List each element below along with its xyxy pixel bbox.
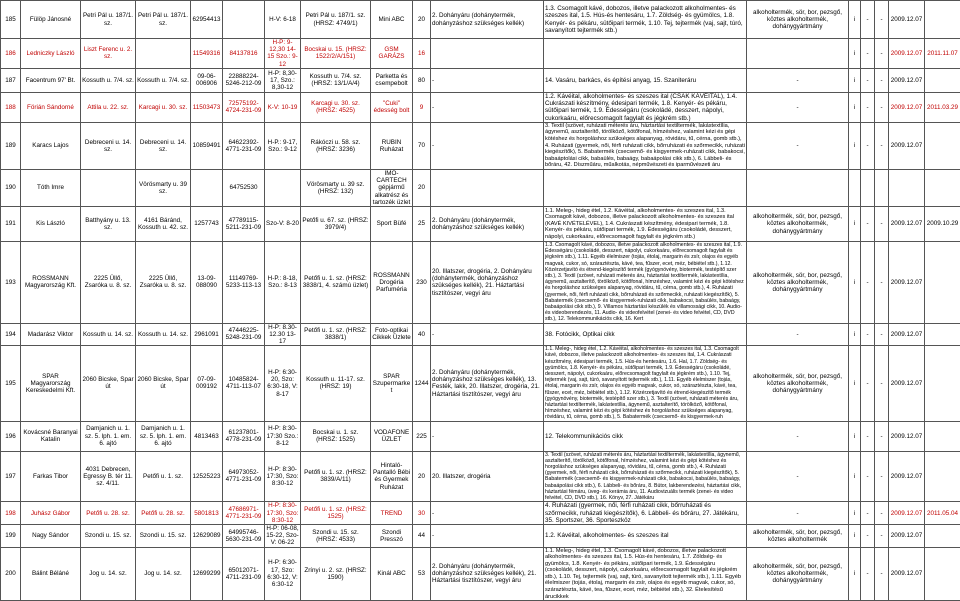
shop-location: Bocskai u. 1. sz. (HRSZ: 1525) [301,421,371,451]
shop-name: VODAFONE ÜZLET [371,421,413,451]
operator-address [81,169,136,206]
goods-list: 38. Fotócikk, Optikai cikk [544,323,747,346]
registration-date: 2009.12.07 [889,1,925,39]
flag-dash-2: - [875,39,889,69]
flag-dash-1: - [861,346,875,421]
flag-dash-1: - [861,451,875,502]
shop-location: Szondi u. 15. sz. (HRSZ: 4533) [301,524,371,547]
table-row [1,502,960,525]
operator-name: Juhász Gábor [21,502,81,525]
registration-number: 1257743 [191,206,223,241]
opening-hours: H-P: 9-12,30 14-15 Szo.: 9-12 [265,39,301,69]
flag-dash-2: - [875,241,889,323]
flag-dash-1 [861,169,875,206]
registration-number: 62954413 [191,1,223,39]
flag-i: i [849,502,861,525]
table-row [1,169,960,206]
opening-hours: H-P.: 8-18, Szo.: 8-13 [265,241,301,323]
operator-name: ROSSMANN Magyarország Kft. [21,241,81,323]
registration-date: 2009.12.07 [889,502,925,525]
operator-address: Szondi u. 15. sz. [81,524,136,547]
table-row [1,323,960,346]
registration-number: 07-09-009192 [191,346,223,421]
flag-i: i [849,524,861,547]
excise-products: alkoholtermék, sör, bor, pezsgő, köztes alkoholtermék [747,524,849,547]
registration-date: 2009.12.07 [889,323,925,346]
modification-date [925,524,960,547]
product-scope: - [431,502,544,525]
row-number: 188 [1,92,21,122]
flag-i: i [849,346,861,421]
registration-date: 2009.12.07 [889,524,925,547]
flag-dash-2: - [875,122,889,169]
shop-name: Parketta és csempebolt [371,68,413,92]
opening-hours: H-P: 8:30-17:30, Szo: 8:30-12 [265,502,301,525]
shop-location: Petőfi u. 1. sz. (HRSZ: 3838/1) [301,323,371,346]
registration-number: 12525223 [191,451,223,502]
registration-date: 2009.12.07 [889,68,925,92]
opening-hours: H-P: 06-08, 15-22, Szo-V: 06-22 [265,524,301,547]
seat-address: 2225 Üllő, Zsaróka u. 8. sz. [136,241,191,323]
registration-number: 09-06-006906 [191,68,223,92]
operator-name: Facentrum 97' Bt. [21,68,81,92]
operator-name: Farkas Tibor [21,451,81,502]
flag-dash-2: - [875,524,889,547]
table-row [1,451,960,502]
shop-name: ROSSMANN Drogéria Parfuméria [371,241,413,323]
floor-area: 1244 [413,346,431,421]
row-number: 187 [1,68,21,92]
shop-location: Kossuth u. 11-17. sz. (HRSZ: 19) [301,346,371,421]
product-scope: 2. Dohányáru (dohánytermék, dohányzáshoz szükséges kellék) [431,1,544,39]
modification-date: 2011.05.04 [925,502,960,525]
opening-hours: H-P: 8.30-12.30 13-17 [265,323,301,346]
shop-location: Petőfi u. 1. sz. (HRSZ: 3839/A/11) [301,451,371,502]
tax-number: 64752530 [223,169,265,206]
seat-address: 2060 Bicske, Spar út [136,346,191,421]
floor-area: 70 [413,122,431,169]
registration-number: 11549316 [191,39,223,69]
operator-address: Petri Pál u. 187/1. sz. [81,1,136,39]
seat-address: Kossuth u. 7/4. sz. [136,68,191,92]
shop-location: Petőfi u. 1. sz. (HRSZ: 3838/1, 4. számú üzlet) [301,241,371,323]
excise-products: alkoholtermék, sör, bor, pezsgő, köztes alkoholtermék, dohánygyártmány [747,346,849,421]
floor-area: 25 [413,206,431,241]
shop-name: Sport Büfé [371,206,413,241]
shop-location: Karcagi u. 30. sz. (HRSZ: 4525) [301,92,371,122]
registration-date [889,169,925,206]
flag-dash-1: - [861,421,875,451]
operator-name: Madarász Viktor [21,323,81,346]
registration-number: 12629089 [191,524,223,547]
floor-area: 9 [413,92,431,122]
registration-date: 2009.12.07 [889,39,925,69]
floor-area: 20 [413,169,431,206]
flag-dash-2: - [875,547,889,601]
row-number: 195 [1,346,21,421]
seat-address: Vörösmarty u. 39 sz. [136,169,191,206]
row-number: 189 [1,122,21,169]
product-scope: 2. Dohányáru (dohánytermék, dohányzáshoz szükséges kellék), 13. Festék, lakk, 20. Illatszer, drogéria, 21. Háztartási tisztítószer, vegyi áru [431,346,544,421]
excise-products: - [747,502,849,525]
modification-date [925,323,960,346]
goods-list: 1.1. Meleg-, hideg étel, 1.2. Kávéital, alkoholmentes- és szeszes ital, 1.3. Csomagolt kávé, dobozos, illetve palackozott alkoholmentes- és szeszes ital (KAVÉ KIVÉTELÉVEL), 1.4. Cukrászati készítmény, édesipari termék, 1.8. Kenyér- és pékáru, sütőipari termék, 1.9. Édességáru (csokoládé, desszert, nápolyi, cukorkaáru, előrecsomagolt fagylalt és jégkrém stb.) [544,206,747,241]
seat-address: Kossuth u. 14. sz. [136,323,191,346]
flag-dash-2: - [875,1,889,39]
row-number: 190 [1,169,21,206]
operator-address: Batthyány u. 13. sz. [81,206,136,241]
tax-number: 65012071-4711-231-09 [223,547,265,601]
register-table-body [1,1,960,601]
opening-hours: H-P: 6:30-17, Szo: 6:30-12, V: 6:30-12 [265,547,301,601]
operator-address: 2225 Üllő, Zsaróka u. 8. sz. [81,241,136,323]
table-row [1,1,960,39]
modification-date [925,421,960,451]
flag-i: i [849,421,861,451]
goods-list: 12. Telekommunikációs cikk [544,421,747,451]
registration-date: 2009.12.07 [889,346,925,421]
operator-address: Kossuth u. 14. sz. [81,323,136,346]
operator-address: 4031 Debrecen, Egressy B. tér 11. sz. 4/11. [81,451,136,502]
goods-list: 1.2. Kávéital, alkoholmentes- és szeszes ital [544,524,747,547]
product-scope: - [431,323,544,346]
excise-products: - [747,451,849,502]
excise-products: alkoholtermék, sör, bor, pezsgő, köztes alkoholtermék, dohánygyártmány [747,206,849,241]
registration-date: 2009.12.07 [889,547,925,601]
tax-number: 10485824-4711-113-07 [223,346,265,421]
goods-list: 3. Textil (szövet, ruházati méterés áru, háztartási textiltermék, lakástextília, ágynemű, asztalterítő, törölköző, kötőfonal, hímzéshez, valamint kézi és gépi kötéshez és horgoláshoz szükséges alapanyag, rövidáru, tű, cérna, gomb stb.), 4. Ruházati (gyermek, női, férfi ruházati cikk, bőrruházati és szőrmecikk, ruházati kiegészítők), 5. Babatermék (csecsemő- és kisgyermek-ruházati cikk, babakocsi, babaáptolási cikk, babaülés, babaágy, babaápolási cikk stb.), 6. Lábbeli- és bőráru, 42. Díszműáru, műalkotás, népművészeti és iparművészeti áru [544,122,747,169]
table-row [1,547,960,601]
flag-dash-1: - [861,68,875,92]
flag-dash-1: - [861,524,875,547]
opening-hours [265,169,301,206]
seat-address: Petri Pál u. 187/1. sz. [136,1,191,39]
flag-i: i [849,323,861,346]
registration-number: 5801813 [191,502,223,525]
goods-list: 3. Textil (szövet, ruházati méterés áru, háztartási textiltermék, lakástextília, ágynemű, asztalterítő, törölköző, kötőfonal, hímzéshez, valamint kézi és gépi kötéshez és horgoláshoz szükséges alapanyag, rövidáru, tű, cérna, gomb stb.), 4. Ruházati (gyermek, női, férfi ruházati cikk, bőrruházati és szőrmecikk, ruházati kiegészítők), 5. Babatermék (csecsemő- és kisgyermek-ruházati cikk, babakocsi, babaülés, babaágy, babaápolási cikk stb.), 6. Lábbeli- és bőráru, 8. Bútor, lakberendezési, háztartási cikk, háztartási fémáru, üveg- és kerámia áru, 11. Audiovizuális termék (zenei- és video felvétel, CD, DVD stb.), 16. Könyv, 27. Játékáru [544,451,747,502]
excise-products: - [747,122,849,169]
floor-area: 40 [413,323,431,346]
product-scope: - [431,421,544,451]
floor-area: 225 [413,421,431,451]
opening-hours: H-P: 8,30-17, Szo.: 8,30-12 [265,68,301,92]
floor-area: 80 [413,68,431,92]
opening-hours: H-P.: 9-17, Szo.: 9-12 [265,122,301,169]
tax-number: 84137816 [223,39,265,69]
excise-products: alkoholtermék, sör, bor, pezsgő, köztes alkoholtermék, dohánygyártmány [747,1,849,39]
opening-hours: H-P: 8:30-17:30, Szo: 8:30-12 [265,451,301,502]
operator-name: Kis László [21,206,81,241]
flag-dash-1: - [861,92,875,122]
registration-number: 11503473 [191,92,223,122]
registration-number: 10859491 [191,122,223,169]
seat-address: Karcagi u. 30. sz. [136,92,191,122]
row-number: 199 [1,524,21,547]
floor-area: 16 [413,39,431,69]
modification-date [925,122,960,169]
opening-hours: H-V: 6-18 [265,1,301,39]
opening-hours: Szo-V: 8-20 [265,206,301,241]
operator-name: Kovácsné Baranyai Katalin [21,421,81,451]
shop-name: SPAR Szupermarket [371,346,413,421]
shop-name: RUBIN Ruházat [371,122,413,169]
operator-name: Nagy Sándor [21,524,81,547]
flag-dash-2: - [875,206,889,241]
row-number: 196 [1,421,21,451]
shop-location: Bocskai u. 15. (HRSZ: 1522/2/A/151) [301,39,371,69]
shop-location: Petőfi u. 1. sz. (HRSZ: 1525) [301,502,371,525]
flag-dash-2: - [875,421,889,451]
goods-list: 1.3. Csomagolt kávé, dobozos, illetve palackozott alkoholmentes- és szeszes ital, 1.9. Édességáru (csokoládé, desszert, nápolyi, cukorkaáru, előrecsomagolt fagylalt és jégkrém stb.), 1.11. Egyéb élelmiszer (tojás, étolaj, margarin és zsír, olajos és egyéb magvak, cukor, só, száraztészta, kávé, tea, fűszer, ecet, méz, bébiétel stb.), 1.12. Közérzetjavító és étrend-kiegészítő termék (gyógynövény, biotermék, testépítő szer stb.), 3. Textil (szövet, ruházati méterés áru, háztartási textiltermék, lakástextília, ágynemű, asztalterítő, törölköző, kötőfonal, hímzéshez, valamint kézi és gépi kötéshez és horgoláshoz szükséges alapanyag, rövidáru, tű, cérna, gomb stb.), 4. Ruházati (gyermek, női, férfi ruházati cikk, bőrruházati és szőrmecikk, ruházati kiegészítők), 5. Babatermék (csecsemő- és kisgyermek-ruházati cikk, babakocsi, babaülés, babaágy, babaápolási cikk stb.), 9. Villamos háztartási készülék és villamossági cikk, 10. Audio- és videoberendezés, 11. Audio- és videofelvétel (zenei- és video felvétel, CD, DVD stb.), 12. Telekommunikációs cikk, 16. Kert [544,241,747,323]
flag-dash-2: - [875,92,889,122]
row-number: 198 [1,502,21,525]
modification-date: 2011.03.29 [925,92,960,122]
product-scope: 20. Illatszer, drogéria, 2. Dohányáru (dohánytermék, dohányzáshoz szükséges kellék), 21. Háztartási tisztítószer, vegyi áru [431,241,544,323]
flag-i: i [849,122,861,169]
modification-date [925,451,960,502]
excise-products: alkoholtermék, sör, bor, pezsgő, köztes alkoholtermék, dohánygyártmány [747,241,849,323]
flag-dash-2: - [875,502,889,525]
row-number: 200 [1,547,21,601]
modification-date: 2011.11.07 [925,39,960,69]
flag-dash-2: - [875,68,889,92]
operator-address: Petőfi u. 28. sz. [81,502,136,525]
tax-number: 22888224-5246-212-09 [223,68,265,92]
flag-dash-1: - [861,323,875,346]
goods-list [544,39,747,69]
seat-address: Petőfi u. 1. sz. [136,451,191,502]
flag-dash-1: - [861,547,875,601]
table-row [1,68,960,92]
floor-area: 53 [413,547,431,601]
registration-date: 2009.12.07 [889,206,925,241]
product-scope: - [431,92,544,122]
flag-dash-1: - [861,122,875,169]
operator-address: 2060 Bicske, Spar út [81,346,136,421]
floor-area: 20 [413,451,431,502]
flag-i: i [849,547,861,601]
flag-dash-2: - [875,451,889,502]
product-scope [431,169,544,206]
flag-dash-1: - [861,241,875,323]
goods-list [544,169,747,206]
shop-name: "Cuki" édesség bolt [371,92,413,122]
operator-name: Karacs Lajos [21,122,81,169]
flag-i [849,169,861,206]
shop-location: Rákóczi u. 58. sz.(HRSZ: 3236) [301,122,371,169]
row-number: 193 [1,241,21,323]
shop-location: Zrínyi u. 2. sz. (HRSZ: 1590) [301,547,371,601]
operator-name: Bálint Béláné [21,547,81,601]
registration-number: 2961091 [191,323,223,346]
operator-name: Fülöp Jánosné [21,1,81,39]
product-scope: - [431,122,544,169]
registration-number: 12699299 [191,547,223,601]
excise-products: alkoholtermék, sör, bor, pezsgő, köztes alkoholtermék, dohánygyártmány [747,547,849,601]
operator-address: Attila u. 22. sz. [81,92,136,122]
seat-address: 4161 Báránd, Kossuth u. 42. sz. [136,206,191,241]
registration-number: 4813463 [191,421,223,451]
modification-date [925,547,960,601]
seat-address: Jog u. 14. sz. [136,547,191,601]
seat-address: Szondi u. 15. sz. [136,524,191,547]
product-scope: 2. Dohányáru (dohánytermék, dohányzáshoz szükséges kellék), 21. Háztartási tisztítószer, vegyi áru [431,547,544,601]
shop-location: Petri Pál u. 187/1. sz. (HRSZ: 4749/1) [301,1,371,39]
operator-name: Tóth Imre [21,169,81,206]
seat-address: Petőfi u. 28. sz. [136,502,191,525]
row-number: 197 [1,451,21,502]
flag-dash-1: - [861,206,875,241]
registration-date: 2009.12.07 [889,122,925,169]
registration-date: 2009.12.07 [889,241,925,323]
flag-i: i [849,241,861,323]
modification-date [925,169,960,206]
product-scope: - [431,524,544,547]
modification-date [925,1,960,39]
flag-dash-1: - [861,1,875,39]
operator-name: SPAR Magyarország Kereskedelmi Kft. [21,346,81,421]
operator-address: Kossuth u. 7/4. sz. [81,68,136,92]
flag-i: i [849,68,861,92]
table-row [1,122,960,169]
modification-date [925,346,960,421]
seat-address: Damjanich u. 1. sz. 5. lph. 1. em. 6. ajtó [136,421,191,451]
row-number: 186 [1,39,21,69]
shop-name: GSM GARÁZS [371,39,413,69]
modification-date [925,241,960,323]
flag-i: i [849,92,861,122]
product-scope: - [431,68,544,92]
table-row [1,206,960,241]
shop-name: Mini ABC [371,1,413,39]
goods-list: 1.1. Meleg-, hideg étel, 1.2. Kávéital, alkoholmentes- és szeszes ital, 1.3. Csomagolt kávé, dobozos, illetve palackozott alkoholmentes- és szeszes ital, 1.4. Cukrászati készítmény, édesipari termék, 1.5. Hús-és hentesáru, 1.6. Hal, 1.7. Zöldség- és gyümölcs, 1.8. Kenyér- és pékáru, sütőipari termék, 1.9. Édességáru (csokoládé, desszert, nápolyi, cukorkaáru, előrecsomagolt fagylalt és jégkrém stb.), 1.10. Tej, tejtermék (vaj, sajt, túró, savanyított tejtermék stb.), 1.11. Egyéb élelmiszer (tojás, étolaj, margarin és zsír, olajos és egyéb magvak, cukor, só, száraztészta, kávé, tea, fűszer, ecet, méz, bébiétel stb.), 1.12. Közérzetjavító és étrend-kiegészítő termék (gyógynövény, biotermék, testépítő szer stb.), 3. Textil (szövet, ruházati méterés áru, háztartási textiltermék, lakástextília, ágynemű, asztalterítő, törölköző, kötőfonal, hímzéshez, valamint kézi és gépi kötéshez és horgoláshoz szükséges alapanyag, rövidáru, tű, cérna, gomb stb.), 5. Babatermék (csecsemő- és kisgyermek-ruh [544,346,747,421]
flag-i: i [849,451,861,502]
flag-dash-2 [875,169,889,206]
opening-hours: H-P: 6:30-20, Szo: 6:30-18, V: 8-17 [265,346,301,421]
floor-area: 44 [413,524,431,547]
tax-number: 64973052-4771-231-09 [223,451,265,502]
flag-i: i [849,206,861,241]
table-row [1,92,960,122]
registration-date: 2009.12.07 [889,451,925,502]
shop-location: Petőfi u. 67. sz. (HRSZ: 3979/4) [301,206,371,241]
registration-date: 2009.12.07 [889,92,925,122]
excise-products: - [747,323,849,346]
tax-number: 11149769-5233-113-13 [223,241,265,323]
tax-number: 64995746-5630-231-09 [223,524,265,547]
shop-name: Foto-optikai Cikkek Üzlete [371,323,413,346]
goods-list: 4. Ruházati (gyermek, női, férfi ruházati cikk, bőrruházati és szőrmecikk, ruházati kiegészítők), 6. Lábbeli- és bőráru, 27. Játékáru, 35. Sportszer, 36. Sporteszköz [544,502,747,525]
operator-address: Damjanich u. 1. sz. 5. lph. 1. em. 6. ajtó [81,421,136,451]
shop-location: Vörösmarty u. 39 sz. (HRSZ: 132) [301,169,371,206]
shop-name: Kinál ABC [371,547,413,601]
floor-area: 30 [413,502,431,525]
flag-i: i [849,39,861,69]
operator-address: Liszt Ferenc u. 2. sz. [81,39,136,69]
product-scope: 20. Illatszer, drogéria [431,451,544,502]
table-row [1,421,960,451]
shop-name: Szondi Presszó [371,524,413,547]
opening-hours: H-P: 8:30-17:30 Szo.: 8-12 [265,421,301,451]
flag-dash-1: - [861,39,875,69]
tax-number: 64622392-4771-231-09 [223,122,265,169]
tax-number: 47789115-5211-231-09 [223,206,265,241]
excise-products [747,169,849,206]
tax-number: 72575192-4724-231-09 [223,92,265,122]
shop-name: Hintaló-Pantalló Bébi és Gyermek Ruházat [371,451,413,502]
table-row [1,524,960,547]
operator-address: Debreceni u. 14. sz. [81,122,136,169]
goods-list: 1.2. Kávéital, alkoholmentes- és szeszes ital (CSAK KÁVÉITAL), 1.4. Cukrászati készítmény, édesipari termék, 1.8. Kenyér- és pékáru, sütőipari termék, 1.9. Édességáru (csokoládé, desszert, nápolyi, cukorkaáru, előrecsomagolt fagylalt és jégkrém stb.) [544,92,747,122]
seat-address [136,39,191,69]
modification-date: 2009.10.29 [925,206,960,241]
operator-name: Förián Sándorné [21,92,81,122]
shop-name: IMO-CARTECH gépjármű alkatrész és tartozék üzlet [371,169,413,206]
goods-list: 14. Vasáru, barkács, és építési anyag, 15. Szaniteráru [544,68,747,92]
excise-products: - [747,421,849,451]
flag-dash-2: - [875,346,889,421]
flag-dash-1: - [861,502,875,525]
excise-products [747,39,849,69]
tax-number: 47686971-4771-231-09 [223,502,265,525]
floor-area: 230 [413,241,431,323]
row-number: 191 [1,206,21,241]
excise-products: - [747,68,849,92]
flag-i: i [849,1,861,39]
tax-number [223,1,265,39]
table-row [1,241,960,323]
registration-number [191,169,223,206]
operator-name: Ledniczky László [21,39,81,69]
row-number: 194 [1,323,21,346]
registration-date: 2009.12.07 [889,421,925,451]
seat-address: Debreceni u. 14. sz. [136,122,191,169]
product-scope: 2. Dohányáru (dohánytermék, dohányzáshoz szükséges kellék) [431,206,544,241]
operator-address: Jog u. 14. sz. [81,547,136,601]
tax-number: 61237801-4778-231-09 [223,421,265,451]
flag-dash-2: - [875,323,889,346]
floor-area: 20 [413,1,431,39]
table-row [1,39,960,69]
modification-date [925,68,960,92]
shop-location: Kossuth u. 7/4. sz. (HRSZ: 13/1/A/4) [301,68,371,92]
excise-products: - [747,92,849,122]
row-number: 185 [1,1,21,39]
goods-list: 1.3. Csomagolt kávé, dobozos, illetve palackozott alkoholmentes- és szeszes ital, 1.5. Hús-és hentesáru, 1.7. Zöldség- és gyümölcs, 1.8. Kenyér- és pékáru, sütőipari termék, 1.10. Tej, tejtermék (vaj, sajt, túró, savanyított tejtermék stb.) [544,1,747,39]
table-row [1,346,960,421]
registration-number: 13-09-088090 [191,241,223,323]
tax-number: 47446225-5248-231-09 [223,323,265,346]
shop-name: TREND [371,502,413,525]
product-scope [431,39,544,69]
goods-list: 1.1. Meleg-, hideg étel, 1.3. Csomagolt kávé, dobozos, illetve palackozott alkoholmentes- és szeszes ital, 1.5. Hús-és hentesáru, 1.7. Zöldség- és gyümölcs, 1.8. Kenyér- és pékáru, sütőipari termék, 1.9. Édességáru (csokoládé, desszert, nápolyi, cukorkaáru, előrecsomagolt fagylalt és jégkrém stb.), 1.10. Tej, tejtermék (vaj, sajt, túró, savanyított tejtermék stb.), 1.11. Egyéb élelmiszer (tojás, étolaj, margarin és zsír, olajos és egyéb magvak, cukor, só, száraztészta, kávé, tea, fűszer, ecet, méz, bébiétel stb.), 32. Ételesítésű árucikkek [544,547,747,601]
opening-hours: K-V: 10-19 [265,92,301,122]
